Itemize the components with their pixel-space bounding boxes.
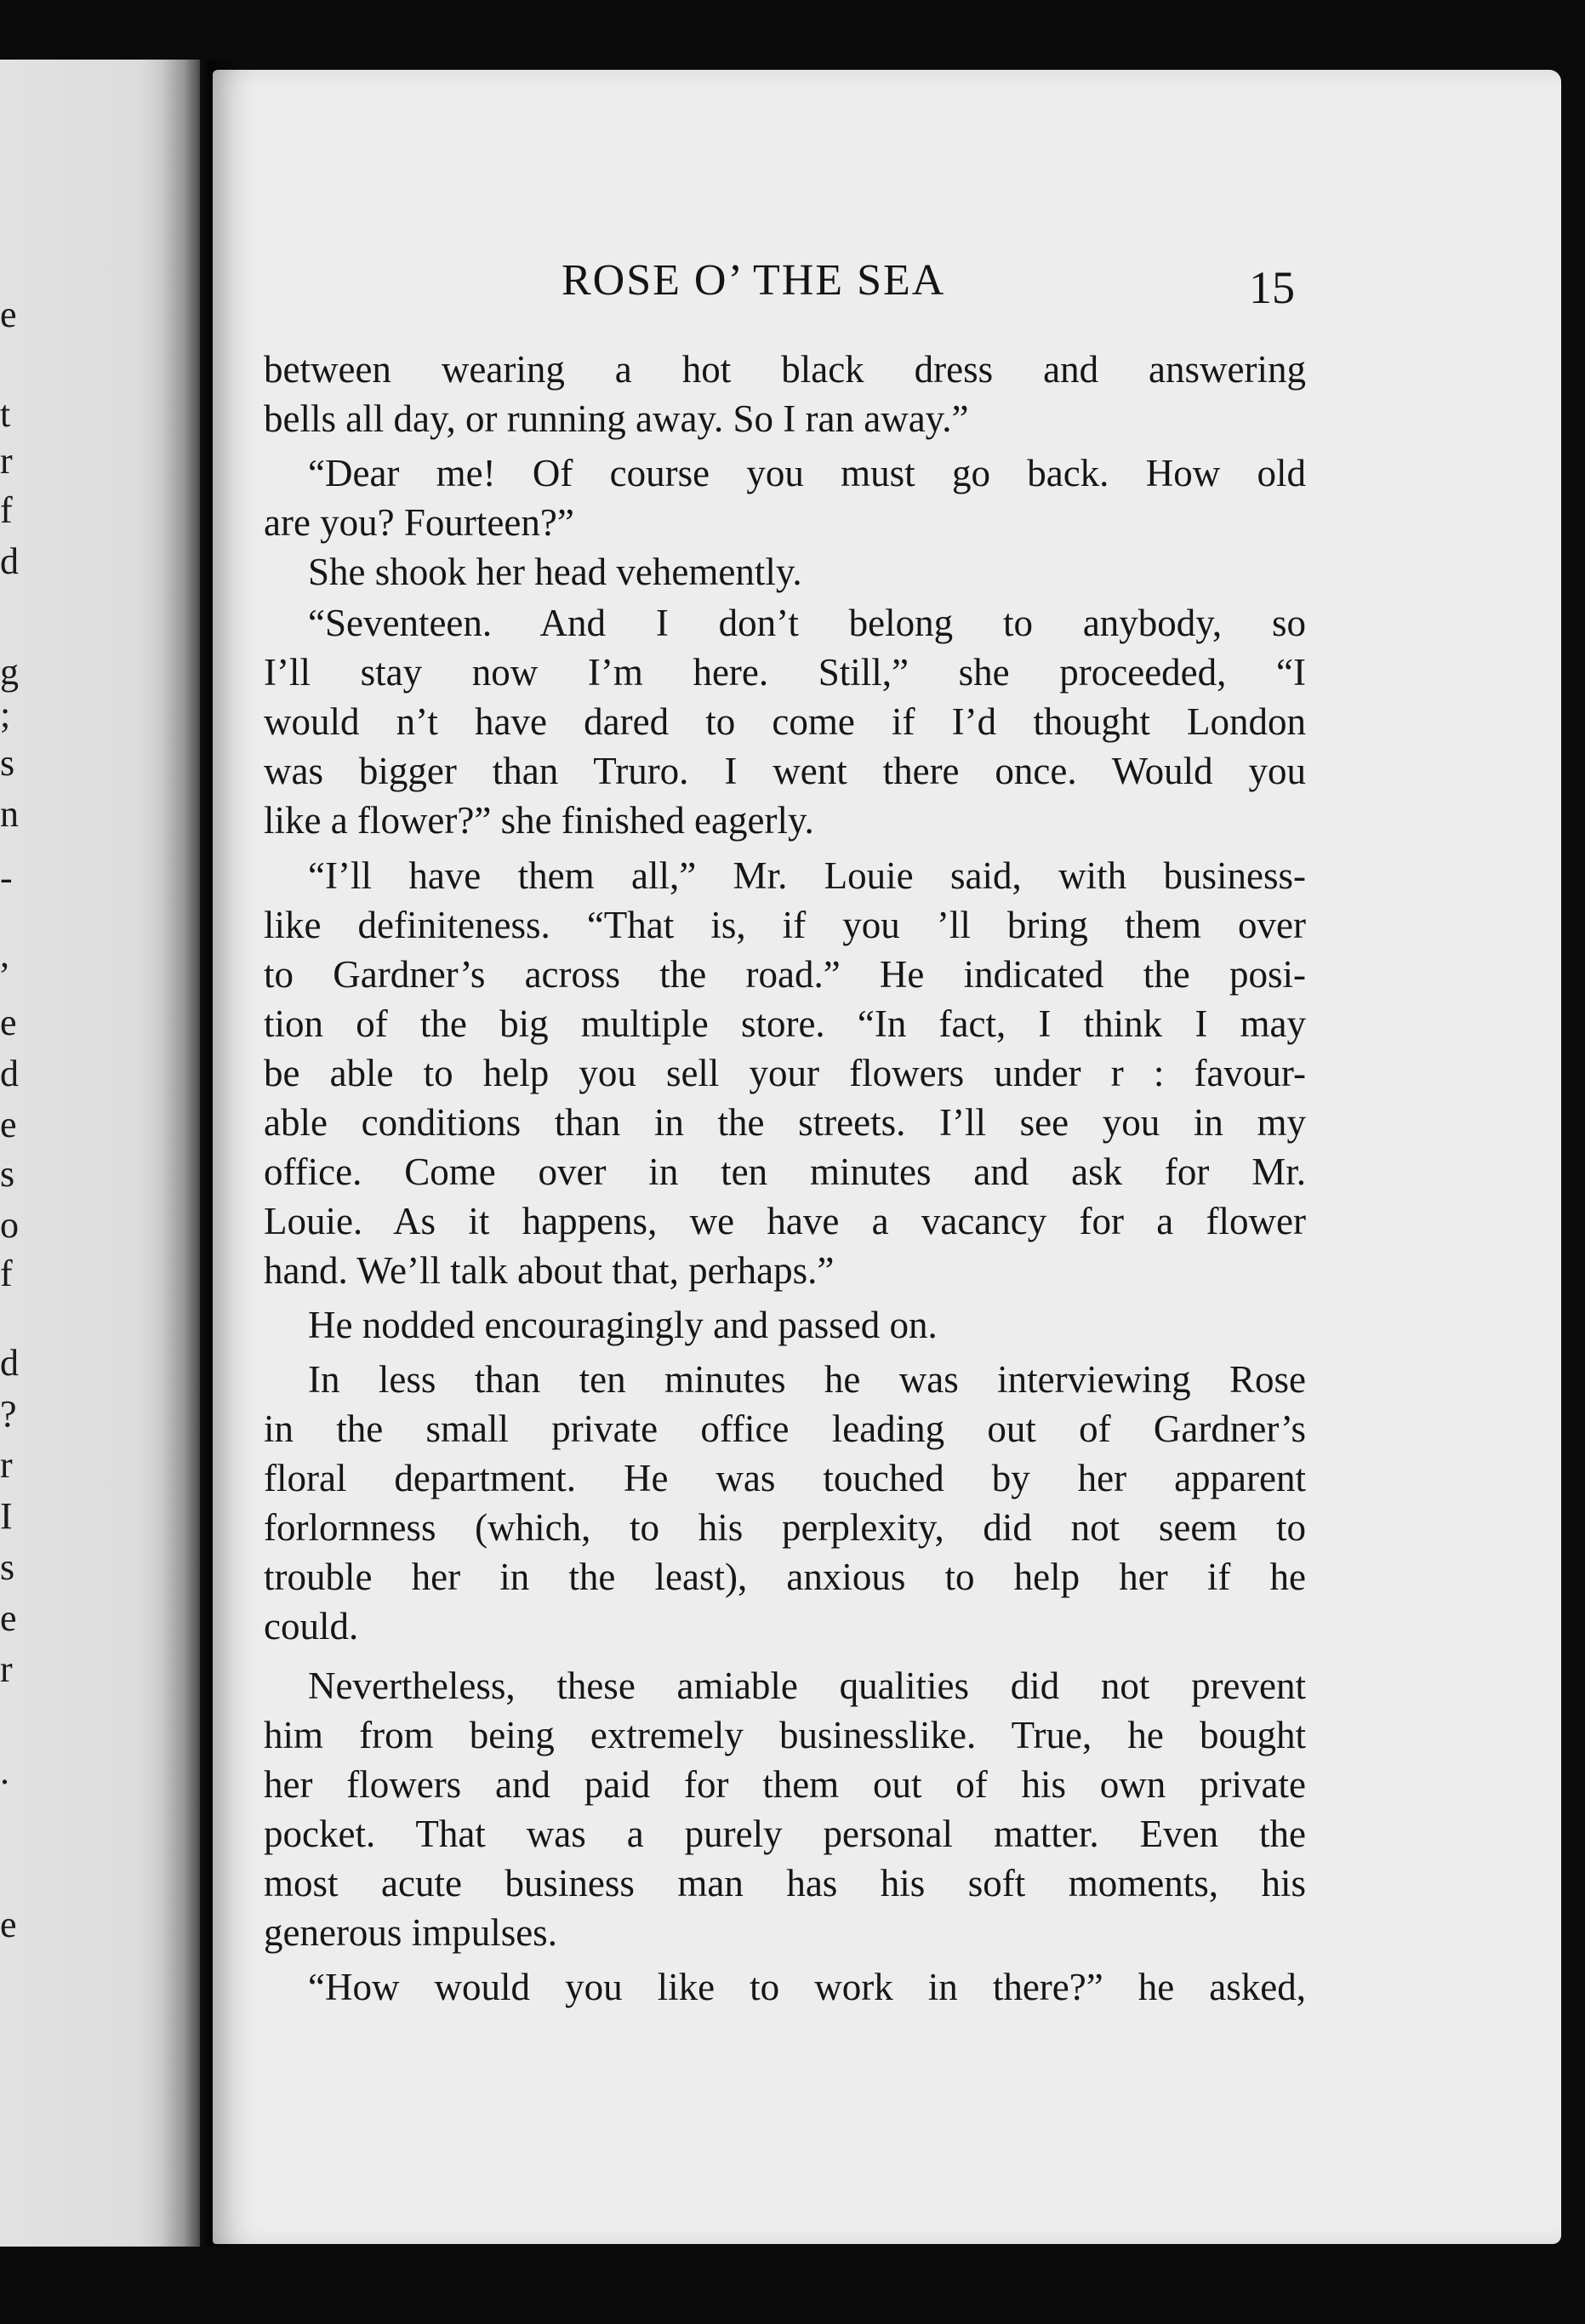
- margin-fragment: t: [0, 393, 11, 435]
- running-head: ROSE O’ THE SEA: [562, 256, 946, 305]
- text-line: between wearing a hot black dress and answering: [264, 348, 1306, 391]
- text-line: was bigger than Truro. I went there once. Would you: [264, 750, 1306, 792]
- margin-fragment: f: [0, 1253, 13, 1294]
- text-line: “I’ll have them all,” Mr. Louie said, with business-: [308, 854, 1306, 897]
- text-line: like a flower?” she finished eagerly.: [264, 799, 814, 842]
- margin-fragment: e: [0, 1104, 17, 1145]
- text-line: able conditions than in the streets. I’ll see you in my: [264, 1101, 1306, 1144]
- margin-fragment: f: [0, 489, 13, 531]
- margin-fragment: d: [0, 540, 19, 582]
- text-line: her flowers and paid for them out of his own private: [264, 1763, 1306, 1806]
- page-number: 15: [1249, 262, 1295, 313]
- margin-fragment: .: [0, 1750, 9, 1792]
- text-line: Louie. As it happens, we have a vacancy for a flower: [264, 1200, 1306, 1242]
- margin-fragment: o: [0, 1204, 19, 1246]
- text-line: He nodded encouragingly and passed on.: [308, 1304, 938, 1346]
- text-line: hand. We’ll talk about that, perhaps.”: [264, 1249, 835, 1292]
- text-line: Nevertheless, these amiable qualities did not prevent: [308, 1664, 1306, 1707]
- margin-fragment: s: [0, 1546, 15, 1588]
- text-line: bells all day, or running away. So I ran away.”: [264, 397, 969, 440]
- text-line: in the small private office leading out of Gardner’s: [264, 1408, 1306, 1450]
- text-line: most acute business man has his soft moments, his: [264, 1862, 1306, 1904]
- text-line: could.: [264, 1605, 359, 1647]
- text-line: tion of the big multiple store. “In fact, I think I may: [264, 1002, 1306, 1045]
- text-line: “Dear me! Of course you must go back. How old: [308, 452, 1306, 494]
- text-line: She shook her head vehemently.: [308, 551, 802, 593]
- margin-fragment: r: [0, 1444, 13, 1486]
- margin-fragment: -: [0, 857, 13, 899]
- text-line: floral department. He was touched by her apparent: [264, 1457, 1306, 1499]
- margin-fragment: I: [0, 1495, 13, 1537]
- text-line: would n’t have dared to come if I’d thought London: [264, 700, 1306, 743]
- text-line: are you? Fourteen?”: [264, 501, 574, 544]
- text-line: pocket. That was a purely personal matter. Even the: [264, 1813, 1306, 1855]
- margin-fragment: r: [0, 1648, 13, 1690]
- text-line: forlornness (which, to his perplexity, did not seem to: [264, 1506, 1306, 1549]
- margin-fragment: s: [0, 742, 15, 784]
- margin-fragment: s: [0, 1153, 15, 1195]
- text-line: trouble her in the least), anxious to help her if he: [264, 1556, 1306, 1598]
- text-line: him from being extremely businesslike. True, he bought: [264, 1714, 1306, 1756]
- margin-fragment: e: [0, 1002, 17, 1043]
- margin-fragment: r: [0, 440, 13, 482]
- margin-fragment: ;: [0, 694, 11, 735]
- margin-fragment: e: [0, 294, 17, 335]
- text-line: “Seventeen. And I don’t belong to anybody, so: [308, 602, 1306, 644]
- text-line: like definiteness. “That is, if you ’ll bring them over: [264, 904, 1306, 946]
- margin-fragment: n: [0, 793, 19, 835]
- text-line: to Gardner’s across the road.” He indicated the posi-: [264, 953, 1306, 996]
- text-line: I’ll stay now I’m here. Still,” she proceeded, “I: [264, 651, 1306, 694]
- text-line: generous impulses.: [264, 1911, 557, 1954]
- margin-fragment: ?: [0, 1393, 17, 1435]
- margin-fragment: e: [0, 1597, 17, 1639]
- text-line: “How would you like to work in there?” he asked,: [308, 1966, 1306, 2008]
- text-line: In less than ten minutes he was interviewing Rose: [308, 1358, 1306, 1401]
- margin-fragment: g: [0, 651, 19, 693]
- margin-fragment: ,: [0, 934, 9, 975]
- margin-fragment: d: [0, 1342, 19, 1384]
- margin-fragment: d: [0, 1053, 19, 1094]
- text-line: office. Come over in ten minutes and ask for Mr.: [264, 1151, 1306, 1193]
- margin-fragment: e: [0, 1904, 17, 1945]
- text-line: be able to help you sell your flowers under r : favour-: [264, 1052, 1306, 1094]
